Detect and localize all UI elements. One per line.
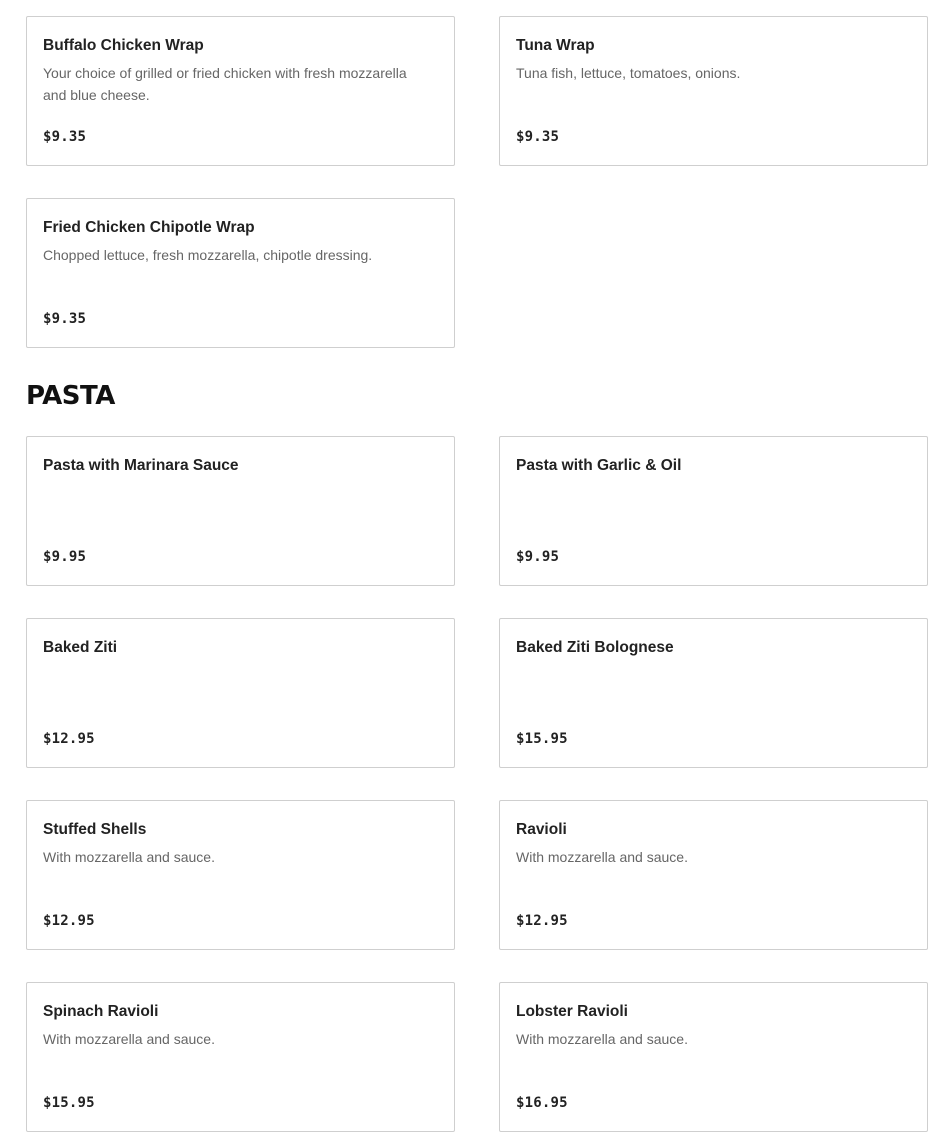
item-name: Spinach Ravioli — [43, 1003, 159, 1020]
item-name: Pasta with Marinara Sauce — [43, 457, 239, 474]
item-name: Baked Ziti — [43, 639, 118, 656]
item-description: Tuna fish, lettuce, tomatoes, onions. — [516, 65, 741, 81]
item-price: $15.95 — [516, 731, 568, 747]
item-price: $12.95 — [43, 913, 95, 929]
item-price: $9.95 — [516, 549, 560, 565]
menu-item-card[interactable] — [499, 618, 928, 768]
wraps-grid — [26, 16, 928, 348]
menu-item-card[interactable] — [26, 982, 455, 1132]
item-description: Chopped lettuce, fresh mozzarella, chipotle dressing. — [43, 247, 373, 263]
pasta-grid — [26, 436, 928, 1132]
item-name: Stuffed Shells — [43, 821, 147, 838]
item-description: With mozzarella and sauce. — [516, 849, 688, 865]
item-name: Pasta with Garlic & Oil — [516, 457, 682, 474]
menu-item-card[interactable] — [499, 16, 928, 166]
item-name: Buffalo Chicken Wrap — [43, 37, 204, 54]
item-description: Your choice of grilled or fried chicken with fresh mozzarella and blue cheese. — [43, 65, 407, 103]
menu-item-card[interactable] — [499, 982, 928, 1132]
item-price: $16.95 — [516, 1095, 568, 1111]
menu-item-card[interactable] — [26, 16, 455, 166]
item-price: $12.95 — [43, 731, 95, 747]
item-name: Tuna Wrap — [516, 37, 595, 54]
menu-item-card[interactable] — [26, 436, 455, 586]
item-price: $9.35 — [43, 311, 87, 327]
item-price: $15.95 — [43, 1095, 95, 1111]
item-price: $9.95 — [43, 549, 87, 565]
item-name: Lobster Ravioli — [516, 1003, 628, 1020]
item-price: $9.35 — [43, 129, 87, 145]
item-name: Fried Chicken Chipotle Wrap — [43, 219, 255, 236]
item-description: With mozzarella and sauce. — [516, 1031, 688, 1047]
menu-item-card[interactable] — [499, 436, 928, 586]
section-title-pasta: PASTA — [26, 381, 115, 411]
menu-item-card[interactable] — [26, 198, 455, 348]
menu-item-card[interactable] — [26, 800, 455, 950]
item-description: With mozzarella and sauce. — [43, 849, 215, 865]
item-name: Ravioli — [516, 821, 567, 838]
menu-item-card[interactable] — [26, 618, 455, 768]
item-description: With mozzarella and sauce. — [43, 1031, 215, 1047]
menu-item-card[interactable] — [499, 800, 928, 950]
item-price: $9.35 — [516, 129, 560, 145]
item-price: $12.95 — [516, 913, 568, 929]
item-name: Baked Ziti Bolognese — [516, 639, 674, 656]
